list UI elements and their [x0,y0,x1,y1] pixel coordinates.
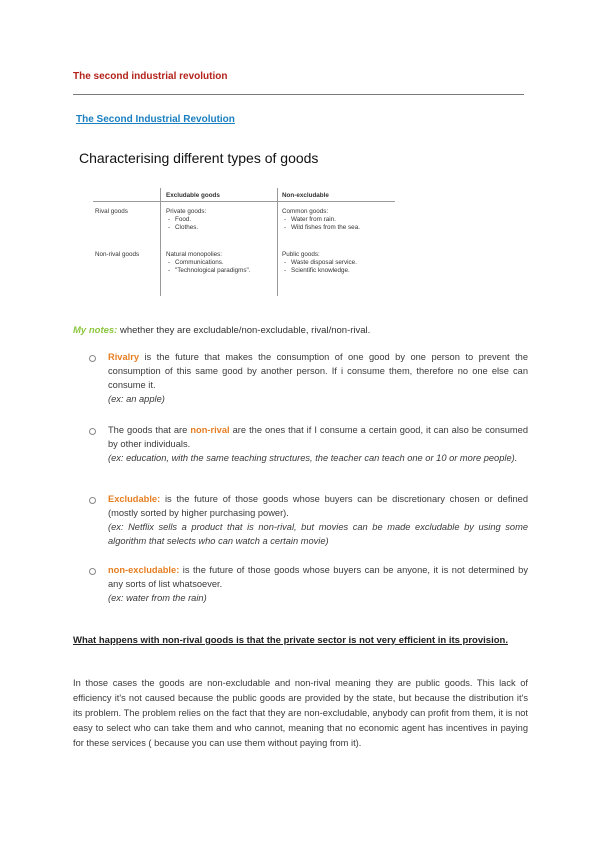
list-item: - "Technological paradigms". [175,267,251,275]
notes-intro [73,325,370,336]
table-row-label-nonrival: Non-rival goods [95,251,140,258]
notes-label: My notes: [73,325,118,336]
table-cell-public-goods: Public goods: - Waste disposal service. - Scientific knowledge. [282,251,357,275]
notes-bullet-non-rival: The goods that are non-rival are the ones that if I consume a certain good, it can also be consumed by other individuals. (ex: education, with the same teaching structures, the teacher can teach one or 10 or more people). [108,425,528,463]
example-text: (ex: education, with the same teaching structures, the teacher can teach one or 10 or more people). [108,453,518,463]
keyword-non-rival: non-rival [190,425,230,435]
keyword-excludable: Excludable: [108,494,161,504]
list-item: - Communications. [175,259,251,267]
notes-intro-text: whether they are excludable/non-excludable, rival/non-rival. [117,325,371,336]
header-divider [73,94,524,95]
notes-bullet-excludable: Excludable: is the future of those goods whose buyers can be discretionary chosen or defined (mostly sorted by higher purchasing power). (ex: Netflix sells a product that is non-rival, but movies can be made excludable by using some algorithm that selects who can watch a certain movie) [108,494,528,546]
list-item: - Scientific knowledge. [291,267,357,275]
table-row-label-rival: Rival goods [95,208,128,215]
table-cell-private-goods: Private goods: - Food. - Clothes. [166,208,206,232]
table-col-header-excludable: Excludable goods [166,192,220,199]
example-text: (ex: Netflix sells a product that is non-rival, but movies can be made excludable by using some algorithm that selects who can watch a certain movie) [108,522,528,546]
notes-bullet-rivalry: Rivalry is the future that makes the consumption of one good by one person to prevent the consumption of this same good by another person. If i consume them, therefore no one else can consume it. (ex: an apple) [108,352,528,404]
example-text: (ex: water from the rain) [108,593,207,603]
table-col-header-nonexcludable: Non-excludable [282,192,329,199]
list-item: - Wild fishes from the sea. [291,224,360,232]
conclusion-paragraph: In those cases the goods are non-excludable and non-rival meaning they are public goods. This lack of efficiency it's not caused because the public goods are provided by the state, but because the distribution it's its problem. The problem relies on the fact that they are non-excludable, anybody can profit from them, it is not easy to select who can take them and who cannot, meaning that no economic agent has incentives in paying for these services ( because you can use them without paying from it). [73,678,528,748]
table-cell-natural-monopolies: Natural monopolies: - Communications. - "Technological paradigms". [166,251,251,275]
table-header-rule [93,201,395,202]
example-text: (ex: an apple) [108,394,165,404]
table-column-rule [277,188,278,296]
goods-classification-table [93,188,395,296]
bullet-circle-icon [89,428,96,435]
list-item: - Food. [175,216,206,224]
keyword-rivalry: Rivalry [108,352,140,362]
notes-bullet-non-excludable: non-excludable: is the future of those goods whose buyers can be anyone, it is not determined by any sorts of list whatsoever. (ex: water from the rain) [108,565,528,603]
table-column-rule [160,188,161,296]
table-cell-common-goods: Common goods: - Water from rain. - Wild fishes from the sea. [282,208,360,232]
list-item: - Waste disposal service. [291,259,357,267]
figure-title: Characterising different types of goods [79,150,319,166]
keyword-non-excludable: non-excludable: [108,565,180,575]
bullet-circle-icon [89,568,96,575]
bullet-circle-icon [89,497,96,504]
conclusion-heading: What happens with non-rival goods is that the private sector is not very efficient in its provision. [73,635,508,646]
list-item: - Water from rain. [291,216,360,224]
section-title-link[interactable]: The Second Industrial Revolution [76,114,235,125]
bullet-circle-icon [89,355,96,362]
list-item: - Clothes. [175,224,206,232]
document-header-title: The second industrial revolution [73,71,228,82]
